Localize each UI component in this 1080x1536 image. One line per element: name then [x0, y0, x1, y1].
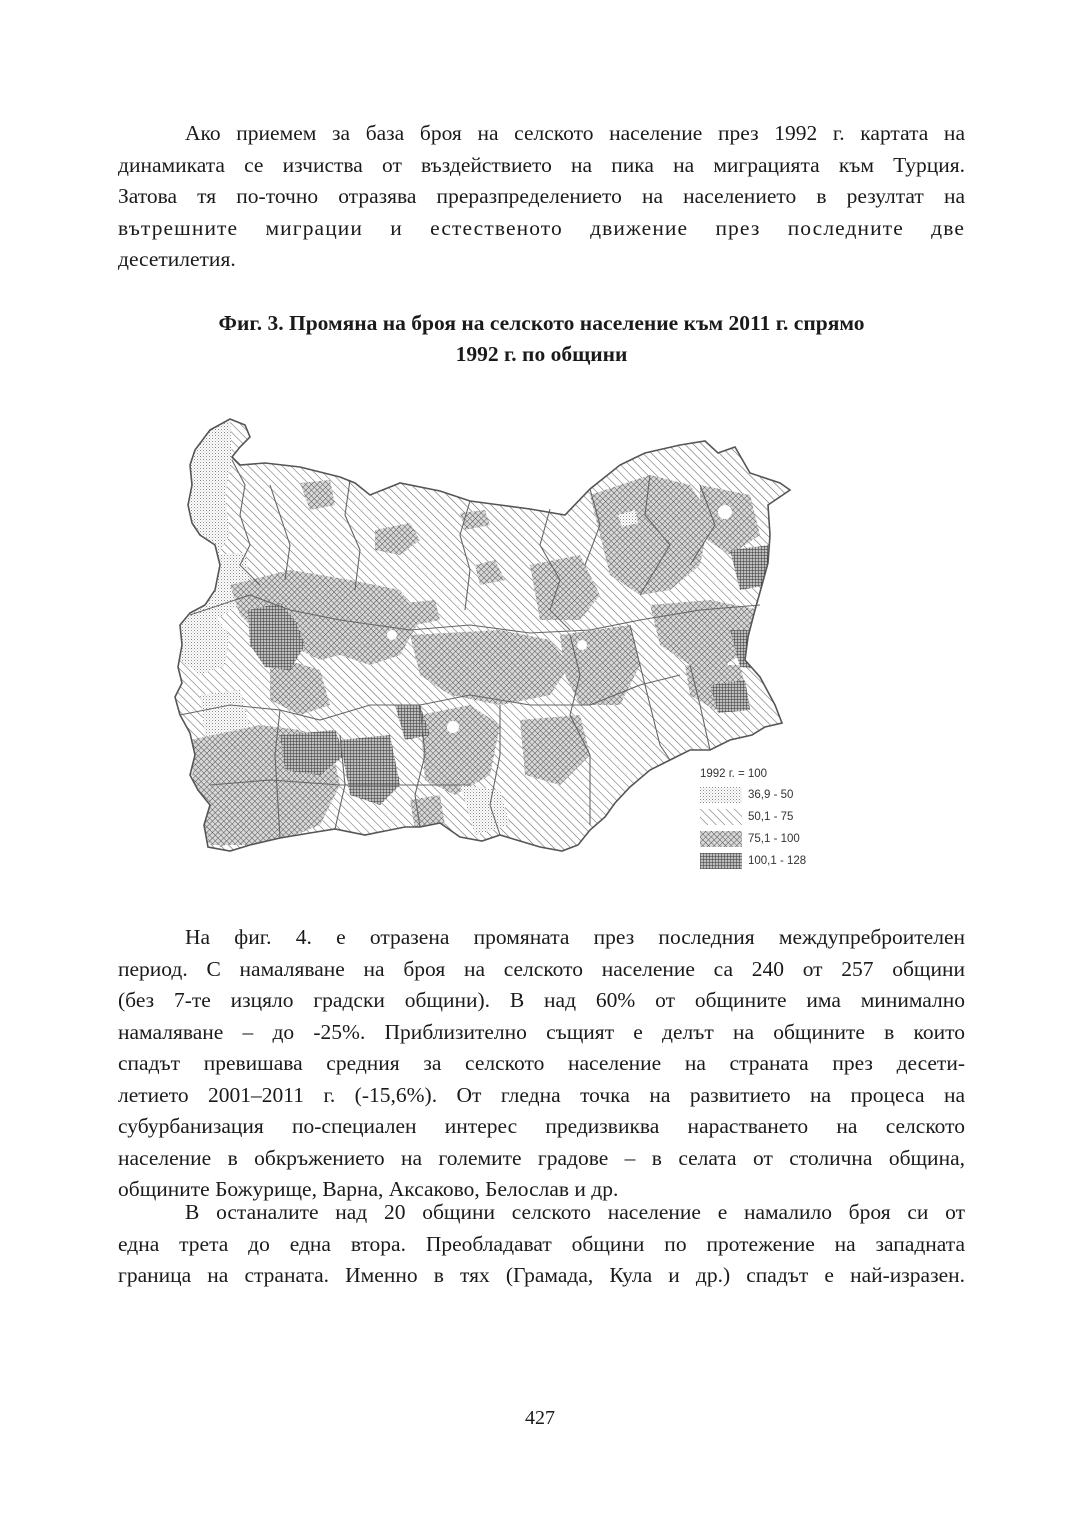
text-line: В останалите над 20 общини селското население е намалило броя си от	[185, 1200, 965, 1224]
legend-label: 36,9 - 50	[748, 789, 794, 801]
caption-line: 1992 г. по общини	[455, 342, 628, 366]
text-line: динамиката се изчиства от въздействието на пика на миграцията към Турция.	[118, 152, 965, 177]
dots-pattern-swatch-icon	[700, 787, 742, 803]
text-line: една трета до една втора. Преобладават общини по протежение на западната	[118, 1231, 965, 1256]
legend-item	[700, 850, 840, 872]
text-line: десетилетия.	[118, 247, 236, 271]
text-line: общините Божурище, Варна, Аксаково, Белослав и др.	[118, 1177, 619, 1201]
text-line: Затова тя по-точно отразява преразпределението на населението в резултат на	[118, 184, 965, 208]
legend-label: 75,1 - 100	[748, 833, 800, 845]
text-line: население в обкръжението на големите градове – в селата от столична община,	[118, 1145, 965, 1170]
text-line: Ако приемем за база броя на селското население през 1992 г. картата на	[185, 121, 965, 145]
text-line: вътрешните миграции и естественото движение през последните две	[118, 215, 965, 240]
legend-title: 1992 г. = 100	[700, 768, 768, 780]
text-line: намаляване – до -25%. Приблизително същият е делът на общините в които	[118, 1019, 965, 1044]
paragraph-figure-4	[118, 922, 965, 1206]
page-number: 427	[525, 1407, 555, 1429]
legend-item	[700, 828, 840, 850]
text-line: спадът превишава средния за селското население на страната през десети-	[118, 1051, 965, 1075]
paragraph-remaining-municipalities	[118, 1197, 965, 1292]
text-line: субурбанизация по-специален интерес предизвиква нарастването на селското	[118, 1114, 965, 1138]
caption-line: Фиг. 3. Промяна на броя на селското население към 2011 г. спрямо	[218, 311, 865, 335]
text-line: граница на страната. Именно в тях (Грамада, Кула и др.) спадът е най-изразен.	[118, 1263, 965, 1287]
text-line: На фиг. 4. е отразена промяната през последния междупреброителен	[185, 925, 965, 949]
grid-pattern-swatch-icon	[700, 853, 742, 869]
figure-caption	[118, 308, 965, 370]
legend-label: 100,1 - 128	[748, 855, 807, 867]
paragraph-intro	[118, 118, 965, 276]
legend-item	[700, 806, 840, 828]
cross-hatch-swatch-icon	[700, 831, 742, 847]
text-line: период. С намаляване на броя на селското население са 240 от 257 общини	[118, 956, 965, 981]
map-legend	[700, 766, 840, 872]
legend-item	[700, 784, 840, 806]
text-line: (без 7-те изцяло градски общини). В над 60% от общините има минимално	[118, 988, 965, 1012]
text-line: летието 2001–2011 г. (-15,6%). От гледна точка на развитието на процеса на	[118, 1082, 965, 1107]
diagonal-hatch-swatch-icon	[700, 809, 742, 825]
legend-label: 50,1 - 75	[748, 811, 794, 823]
